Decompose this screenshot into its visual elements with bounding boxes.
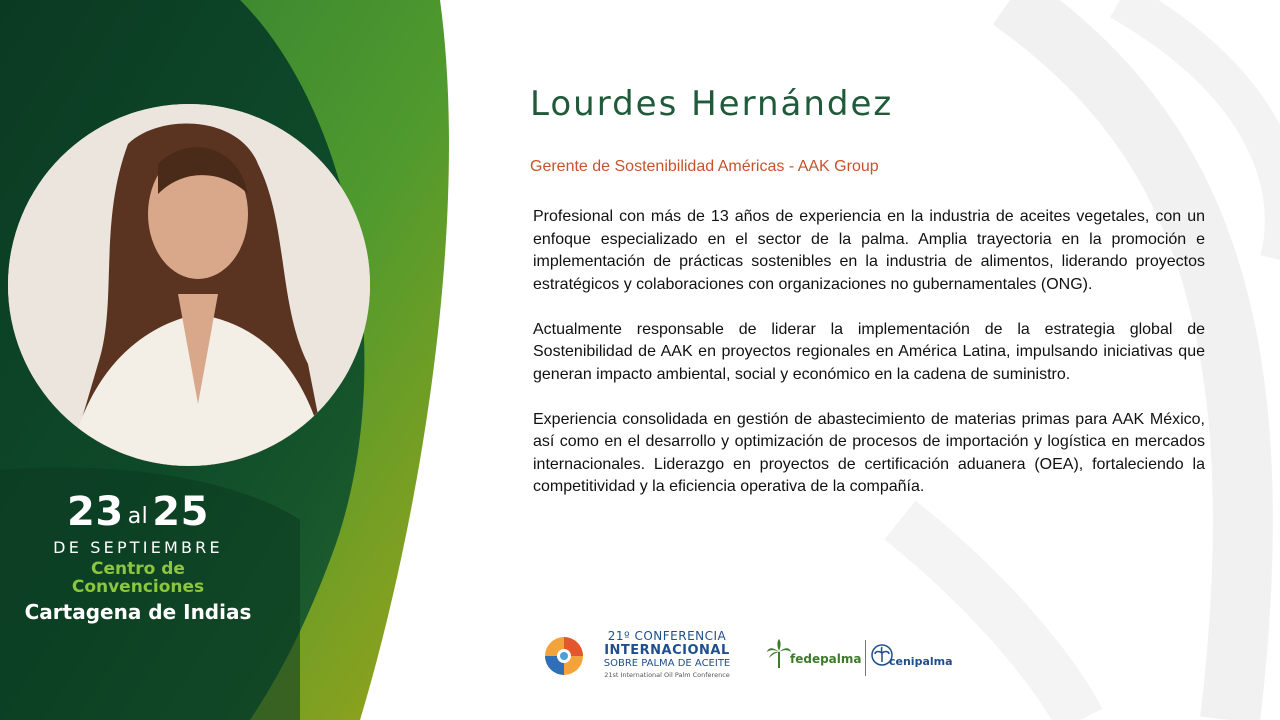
- day-start: 23: [67, 489, 124, 535]
- speaker-bio: [533, 206, 1205, 521]
- conference-line3: SOBRE PALMA DE ACEITE: [603, 658, 731, 669]
- cenipalma-logo: [871, 644, 951, 674]
- fedepalma-logo: [766, 638, 864, 674]
- palm-tree-icon: [766, 638, 792, 670]
- bio-paragraph: Actualmente responsable de liderar la implementación de la estrategia global de Sostenibilidad de AAK en proyectos regionales en América Latina, impulsando iniciativas que generan impacto ambiental, social y económico en la cadena de suministro.: [533, 320, 1205, 383]
- event-venue: [0, 560, 276, 625]
- speaker-role: Gerente de Sostenibilidad Américas - AAK Group: [530, 158, 879, 175]
- conference-line2: INTERNACIONAL: [604, 643, 730, 658]
- portrait-illustration: [8, 104, 370, 466]
- bio-paragraph: Profesional con más de 13 años de experiencia en la industria de aceites vegetales, con un enfoque especializado en el sector de la palma. Amplia trayectoria en la promoción e implementación de prácticas sostenibles en la industria de alimentos, liderando proyectos estratégicos y colaboraciones con organizaciones no gubernamentales (ONG).: [533, 208, 1205, 293]
- event-city: Cartagena de Indias: [24, 600, 252, 624]
- conference-emblem-icon: [544, 636, 584, 676]
- conference-logo: [544, 630, 734, 680]
- venue-line2: Convenciones: [71, 577, 205, 597]
- conference-line4: 21st International Oil Palm Conference: [604, 671, 730, 679]
- conference-line1: 21º CONFERENCIA: [607, 629, 727, 643]
- fedepalma-wordmark: fedepalma: [790, 652, 862, 666]
- cenipalma-wordmark: cenipalma: [889, 655, 953, 668]
- event-dates: [0, 488, 276, 557]
- day-end: 25: [152, 489, 209, 535]
- logo-divider: [865, 640, 866, 676]
- date-connector: al: [127, 504, 149, 529]
- bio-paragraph: Experiencia consolidada en gestión de abastecimiento de materias primas para AAK México, así como en el desarrollo y optimización de procesos de importación y logística en mercados internacionales. Liderazgo en proyectos de certificación aduanera (OEA), fortaleciendo la competitividad y la eficiencia operativa de la compañía.: [533, 410, 1205, 495]
- speaker-portrait: [8, 104, 370, 466]
- event-month: DE SEPTIEMBRE: [53, 538, 223, 557]
- speaker-name: Lourdes Hernández: [530, 84, 894, 124]
- venue-line1: Centro de: [91, 559, 185, 579]
